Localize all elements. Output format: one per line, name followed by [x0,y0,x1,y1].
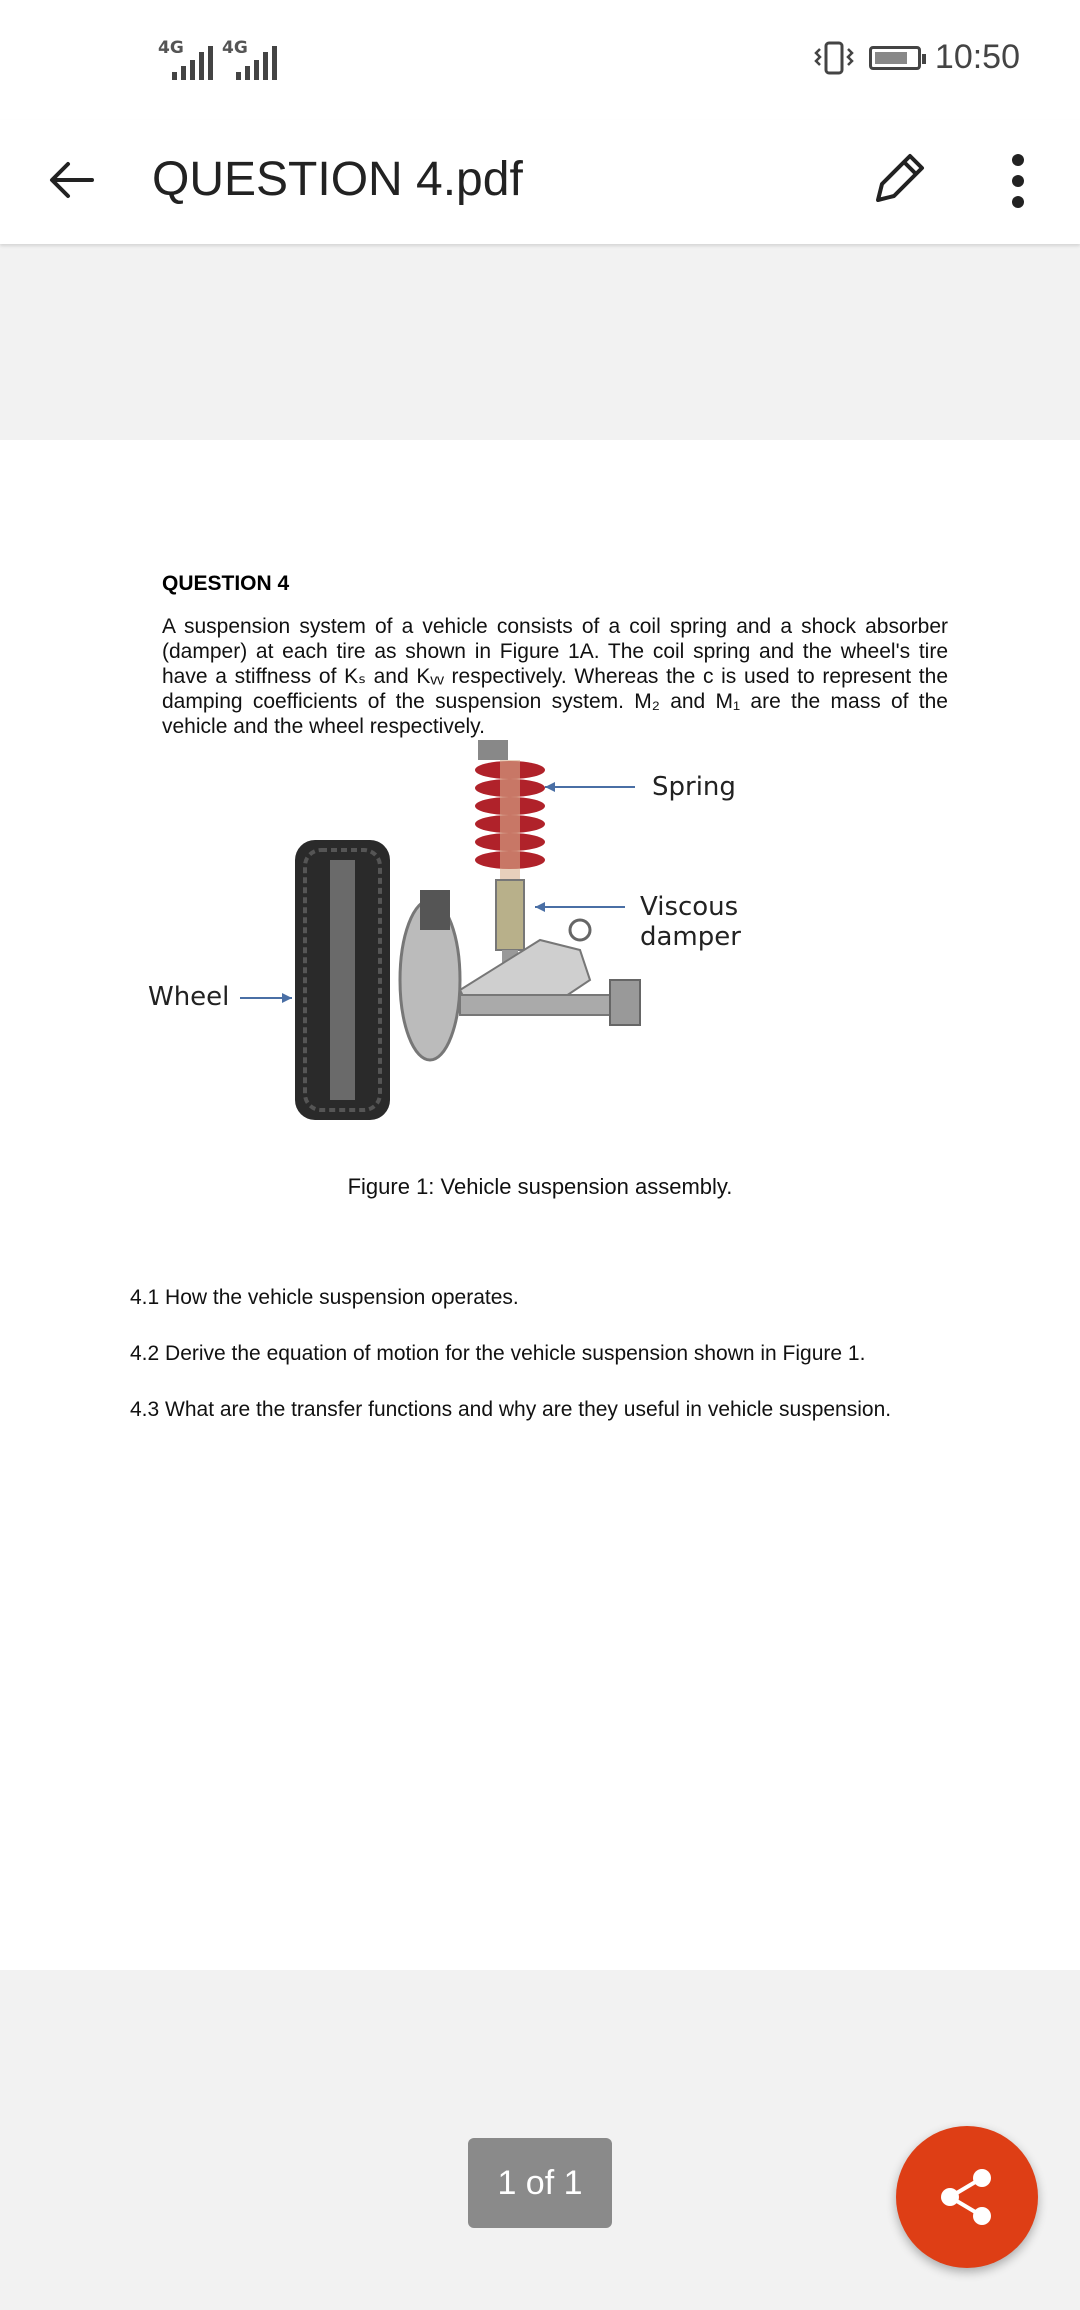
document-title: QUESTION 4.pdf [152,153,523,206]
pdf-page [0,440,1080,1970]
more-vert-icon[interactable] [1000,146,1036,216]
question-4-2: 4.2 Derive the equation of motion for the vehicle suspension shown in Figure 1. [130,1342,866,1365]
question-4-1: 4.1 How the vehicle suspension operates. [130,1286,519,1309]
question-4-3: 4.3 What are the transfer functions and why are they useful in vehicle suspension. [130,1398,892,1421]
spring-label: Spring [652,772,736,802]
status-time: 10:50 [934,38,1020,76]
back-arrow-icon[interactable] [40,148,104,212]
suspension-figure [140,740,840,1140]
app-bar [0,120,1080,244]
share-button[interactable] [896,2126,1038,2268]
status-bar: 4G 4G 10:50 [0,0,1080,120]
page-indicator: 1 of 1 [468,2138,612,2228]
damper-label: Viscous damper [640,892,741,952]
question-paragraph: A suspension system of a vehicle consists of a coil spring and a shock absorber (damper) at each tire as shown in Figure 1A. The coil spring and the wheel's tire have a stiffness of Kₛ and Kᵥᵥ respectively. Whereas the c is used to represent the damping coefficients of the suspension system. M₂ and M₁ are the mass of the vehicle and the wheel respectively. [162,615,948,738]
share-icon [936,2166,998,2228]
edit-pencil-icon[interactable] [864,144,934,214]
question-heading: QUESTION 4 [162,572,290,595]
figure-caption: Figure 1: Vehicle suspension assembly. [347,1174,733,1199]
wheel-label: Wheel [148,982,230,1012]
battery-icon [869,46,921,70]
vibrate-icon [813,41,855,75]
